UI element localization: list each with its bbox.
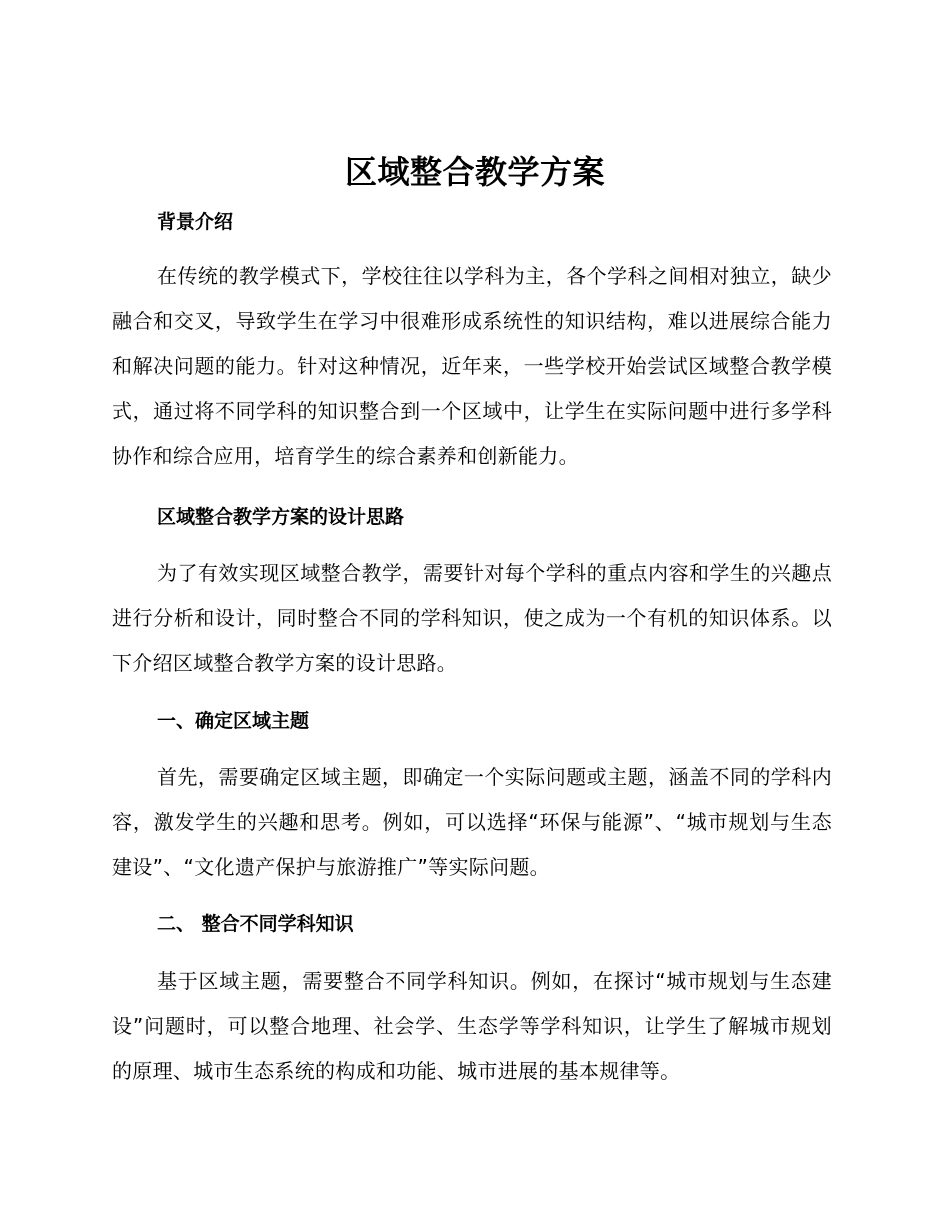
section-paragraph-define-theme: 首先，需要确定区域主题，即确定一个实际问题或主题，涵盖不同的学科内容，激发学生的兴趣和思考。例如，可以选择“环保与能源”、“城市规划与生态建设”、“文化遗产保护与旅游推广”等实际问题。 bbox=[112, 765, 832, 879]
section-paragraph-integrate-knowledge: 基于区域主题，需要整合不同学科知识。例如，在探讨“城市规划与生态建设”问题时，可以整合地理、社会学、生态学等学科知识，让学生了解城市规划的原理、城市生态系统的构成和功能、城市进展的基本规律等。 bbox=[112, 969, 832, 1083]
section-paragraph-background: 在传统的教学模式下，学校往往以学科为主，各个学科之间相对独立，缺少融合和交叉，导致学生在学习中很难形成系统性的知识结构，难以进展综合能力和解决问题的能力。针对这种情况，近年来，一些学校开始尝试区域整合教学模式，通过将不同学科的知识整合到一个区域中，让学生在实际问题中进行多学科协作和综合应用，培育学生的综合素养和创新能力。 bbox=[112, 264, 832, 468]
section-heading-define-theme: 一、确定区域主题 bbox=[157, 710, 310, 732]
section-heading-design-approach: 区域整合教学方案的设计思路 bbox=[157, 506, 405, 528]
section-heading-integrate-knowledge: 二、 整合不同学科知识 bbox=[157, 913, 354, 935]
document-title: 区域整合教学方案 bbox=[344, 153, 605, 191]
section-paragraph-design-approach: 为了有效实现区域整合教学，需要针对每个学科的重点内容和学生的兴趣点进行分析和设计，同时整合不同的学科知识，使之成为一个有机的知识体系。以下介绍区域整合教学方案的设计思路。 bbox=[112, 561, 832, 675]
section-heading-background: 背景介绍 bbox=[157, 211, 234, 233]
